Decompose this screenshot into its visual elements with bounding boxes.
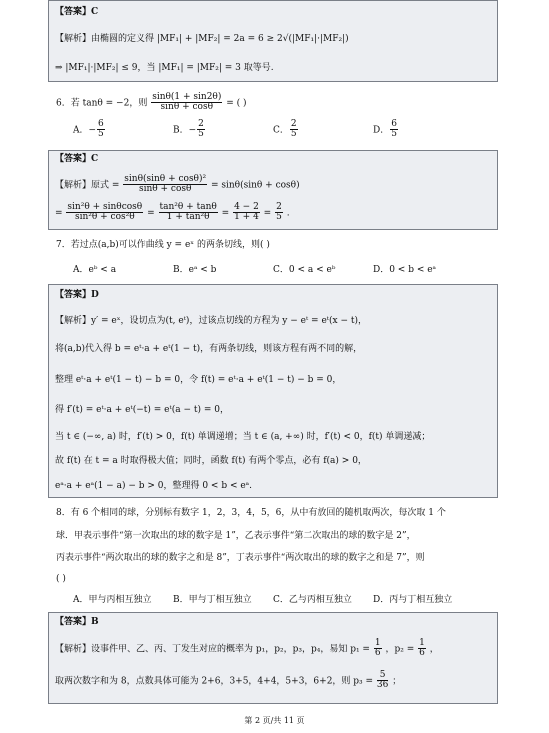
analysis-suffix: = sinθ(sinθ + cosθ): [210, 180, 300, 191]
fraction-numerator: 5: [377, 671, 388, 681]
analysis-line: [55, 203, 290, 223]
question-7-stem: 7．若过点(a,b)可以作曲线 y = eˣ 的两条切线，则( ): [56, 240, 270, 250]
option-label: B．−: [173, 125, 197, 136]
equals-sign: =: [147, 208, 155, 219]
question-8-line: ( ): [56, 574, 66, 584]
fraction-denominator: sinθ + cosθ: [160, 102, 214, 113]
option-d: [373, 120, 399, 140]
option-c: C．乙与丙相互独立: [273, 595, 352, 605]
analysis-prefix: 取两次数字和为 8，点数具体可能为 2+6，3+5，4+4，5+3，6+2，则 p₃ =: [55, 676, 374, 687]
analysis-fraction: [66, 203, 143, 223]
analysis-line: [55, 639, 439, 659]
answer-box-q8: [48, 612, 498, 704]
option-fraction: [97, 120, 105, 140]
option-d: D．0 < b < eᵃ: [373, 265, 437, 275]
analysis-fraction: [159, 203, 218, 223]
option-label: A．−: [73, 125, 97, 136]
analysis-line: eᵃ·a + eᵃ(1 − a) − b > 0，整理得 0 < b < eᵃ.: [55, 481, 253, 491]
analysis-line: ⇒ |MF₁|·|MF₂| ≤ 9，当 |MF₁| = |MF₂| = 3 取等号.: [55, 63, 274, 73]
fraction-denominator: sinθ + cosθ: [138, 184, 192, 195]
option-d: D．丙与丁相互独立: [373, 595, 453, 605]
analysis-line: [55, 671, 401, 691]
option-b: B．eᵃ < b: [173, 265, 217, 275]
option-label: D．: [373, 125, 390, 136]
analysis-middle: ，p₂ =: [385, 644, 415, 655]
analysis-fraction: [374, 639, 382, 659]
fraction-denominator: 5: [198, 129, 204, 140]
stem-fraction: [151, 93, 222, 113]
fraction-denominator: 6: [419, 648, 425, 659]
answer-label: 【答案】D: [55, 290, 99, 300]
stem-suffix: = ( ): [226, 98, 247, 109]
fraction-denominator: 1 + 4: [234, 212, 259, 223]
analysis-fraction: [275, 203, 283, 223]
question-6-options: [0, 120, 549, 150]
option-fraction: [390, 120, 398, 140]
option-b: B．甲与丁相互独立: [173, 595, 252, 605]
analysis-line: 当 t ∈ (−∞, a) 时，f′(t) > 0，f(t) 单调递增；当 t ∈ (a, +∞) 时，f′(t) < 0，f(t) 单调递减；: [55, 432, 431, 442]
stem-prefix: 6．若 tanθ = −2，则: [56, 98, 148, 109]
answer-label: 【答案】B: [55, 617, 99, 627]
fraction-numerator: sinθ(1 + sin2θ): [152, 92, 222, 102]
fraction-numerator: 1: [374, 638, 381, 648]
analysis-line: 得 f′(t) = eᵗ·a + eᵗ(−t) = eᵗ(a − t) = 0，: [55, 405, 229, 415]
equals-sign: =: [221, 208, 230, 219]
answer-box-q6: [48, 150, 498, 230]
fraction-denominator: 5: [391, 129, 397, 140]
page-number: 第 2 页/共 11 页: [244, 716, 305, 725]
analysis-prefix: 【解析】原式 =: [55, 180, 120, 191]
equals-sign: =: [55, 208, 63, 219]
fraction-denominator: 5: [98, 129, 104, 140]
question-8-line: 丙表示事件“两次取出的球的数字之和是 8”，丁表示事件“两次取出的球的数字之和是 7”，则: [56, 553, 425, 563]
option-fraction: [290, 120, 298, 140]
fraction-numerator: sin²θ + sinθcosθ: [67, 202, 143, 212]
analysis-fraction: [123, 175, 207, 195]
fraction-numerator: 2: [276, 202, 282, 212]
option-c: [273, 120, 299, 140]
option-c: C．0 < a < eᵇ: [273, 265, 336, 275]
answer-label: 【答案】C: [55, 7, 99, 17]
option-a: A．甲与丙相互独立: [73, 595, 152, 605]
fraction-numerator: 6: [98, 119, 104, 129]
fraction-denominator: 36: [376, 680, 389, 691]
analysis-line: 故 f(t) 在 t = a 时取得极大值；同时，函数 f(t) 有两个零点，必有 f(a) > 0，: [55, 456, 367, 466]
analysis-fraction: [233, 203, 260, 223]
question-7-options: [0, 265, 549, 279]
period: .: [286, 208, 290, 219]
analysis-end: ；: [392, 676, 402, 687]
option-b: [173, 120, 206, 140]
option-label: C．: [273, 125, 289, 136]
question-6-stem: [56, 93, 247, 113]
fraction-denominator: 5: [276, 212, 282, 223]
equals-sign: =: [263, 208, 272, 219]
question-8-line: 8．有 6 个相同的球，分别标有数字 1，2，3，4，5，6，从中有放回的随机取两次，每次取 1 个: [56, 508, 446, 518]
analysis-line: 整理 eᵗ·a + eᵗ(1 − t) − b = 0，令 f(t) = eᵗ·a + eᵗ(1 − t) − b = 0，: [55, 375, 342, 385]
option-fraction: [197, 120, 205, 140]
analysis-line: [55, 175, 300, 195]
fraction-numerator: 2: [290, 119, 297, 129]
fraction-denominator: 1 + tan²θ: [166, 212, 210, 223]
fraction-numerator: 2: [198, 119, 204, 129]
analysis-fraction: [418, 639, 426, 659]
analysis-fraction: [377, 671, 388, 691]
analysis-prefix: 【解析】设事件甲、乙、丙、丁发生对应的概率为 p₁，p₂，p₃，p₄，易知 p₁ =: [55, 644, 370, 655]
answer-box-q7: [48, 284, 498, 498]
fraction-numerator: 1: [419, 638, 425, 648]
question-8-line: 球．甲表示事件“第一次取出的球的数字是 1”，乙表示事件“第二次取出的球的数字是 2”，: [56, 531, 416, 541]
fraction-denominator: sin²θ + cos²θ: [74, 212, 135, 223]
answer-label: 【答案】C: [55, 154, 99, 164]
fraction-denominator: 6: [374, 648, 381, 659]
analysis-end: ，: [429, 644, 439, 655]
fraction-numerator: 4 − 2: [234, 202, 259, 212]
option-a: [73, 120, 106, 140]
fraction-numerator: tan²θ + tanθ: [159, 202, 217, 212]
fraction-denominator: 5: [290, 129, 297, 140]
question-8-options: [0, 595, 549, 609]
fraction-numerator: 6: [391, 119, 397, 129]
analysis-line: 【解析】y′ = eˣ，设切点为(t, eᵗ)，过该点切线的方程为 y − eᵗ = eᵗ(x − t)，: [55, 316, 367, 326]
option-a: A．eᵇ < a: [73, 265, 117, 275]
fraction-numerator: sinθ(sinθ + cosθ)²: [124, 174, 207, 184]
analysis-line: 将(a,b)代入得 b = eᵗ·a + eᵗ(1 − t)，有两条切线，则该方程有两不同的解，: [55, 344, 363, 354]
answer-box-q5: [48, 0, 498, 82]
analysis-line: 【解析】由椭圆的定义得 |MF₁| + |MF₂| = 2a = 6 ≥ 2√(|MF₁|·|MF₂|): [55, 34, 349, 44]
